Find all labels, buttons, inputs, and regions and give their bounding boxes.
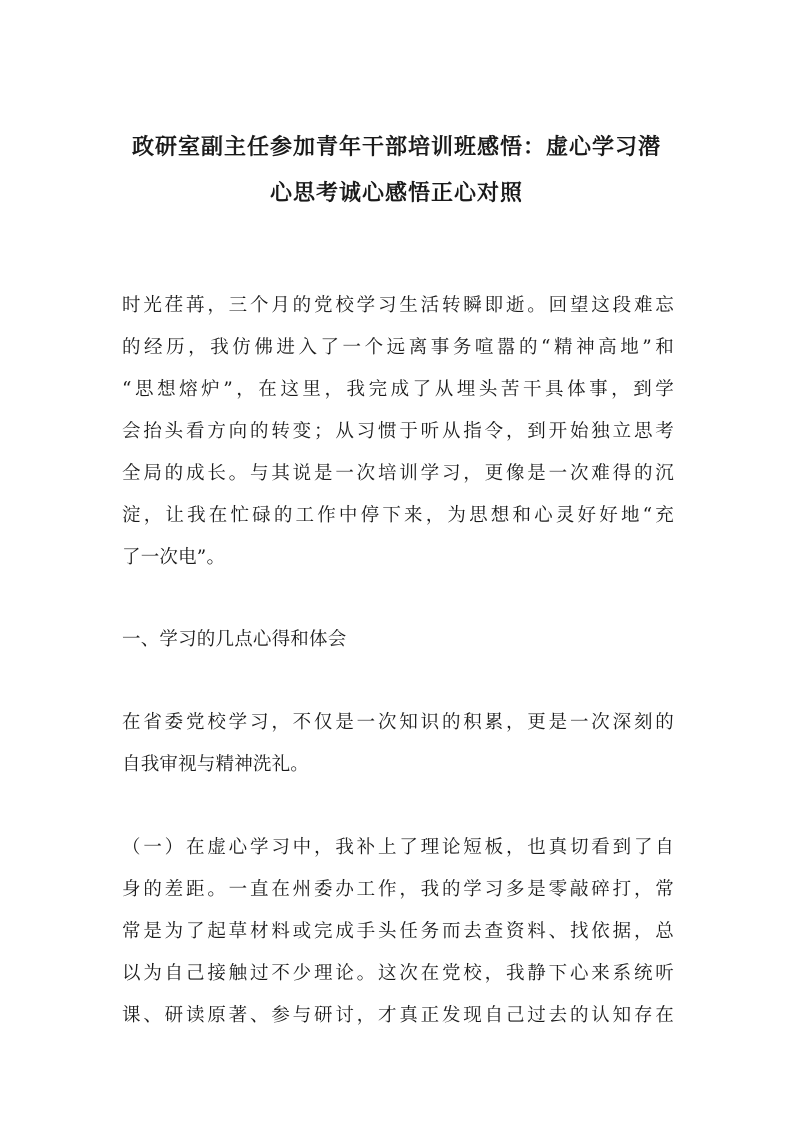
paragraph-3-line-1: （一）在虚心学习中，我补上了理论短板，也真切看到了自 [122,837,674,858]
paragraph-1-line-7: 了一次电”。 [122,547,226,568]
paragraph-2-line-1: 在省委党校学习，不仅是一次知识的积累，更是一次深刻的 [122,712,674,733]
paragraph-1-line-3: “思想熔炉”，在这里，我完成了从埋头苦干具体事，到学 [122,379,674,400]
paragraph-3-line-3: 常是为了起草材料或完成手头任务而去查资料、找依据，总 [122,921,674,942]
paragraph-3-line-2: 身的差距。一直在州委办工作，我的学习多是零敲碎打，常 [122,879,674,900]
paragraph-3-line-5: 课、研读原著、参与研讨，才真正发现自己过去的认知存在 [122,1005,674,1026]
section-heading-1: 一、学习的几点心得和体会 [122,629,347,650]
paragraph-3-line-4: 以为自己接触过不少理论。这次在党校，我静下心来系统听 [122,963,674,984]
paragraph-1-line-1: 时光荏苒，三个月的党校学习生活转瞬即逝。回望这段难忘 [122,295,674,316]
paragraph-1-line-2: 的经历，我仿佛进入了一个远离事务喧嚣的“精神高地”和 [122,337,674,358]
document-title-line-1: 政研室副主任参加青年干部培训班感悟：虚心学习潜 [131,134,661,160]
document-title-line-2: 心思考诚心感悟正心对照 [269,180,523,206]
paragraph-1-line-6: 淀，让我在忙碌的工作中停下来，为思想和心灵好好地“充 [122,505,674,526]
paragraph-2-line-2: 自我审视与精神洗礼。 [122,754,310,775]
paragraph-1-line-5: 全局的成长。与其说是一次培训学习，更像是一次难得的沉 [122,463,674,484]
paragraph-1-line-4: 会抬头看方向的转变；从习惯于听从指令，到开始独立思考 [122,421,674,442]
